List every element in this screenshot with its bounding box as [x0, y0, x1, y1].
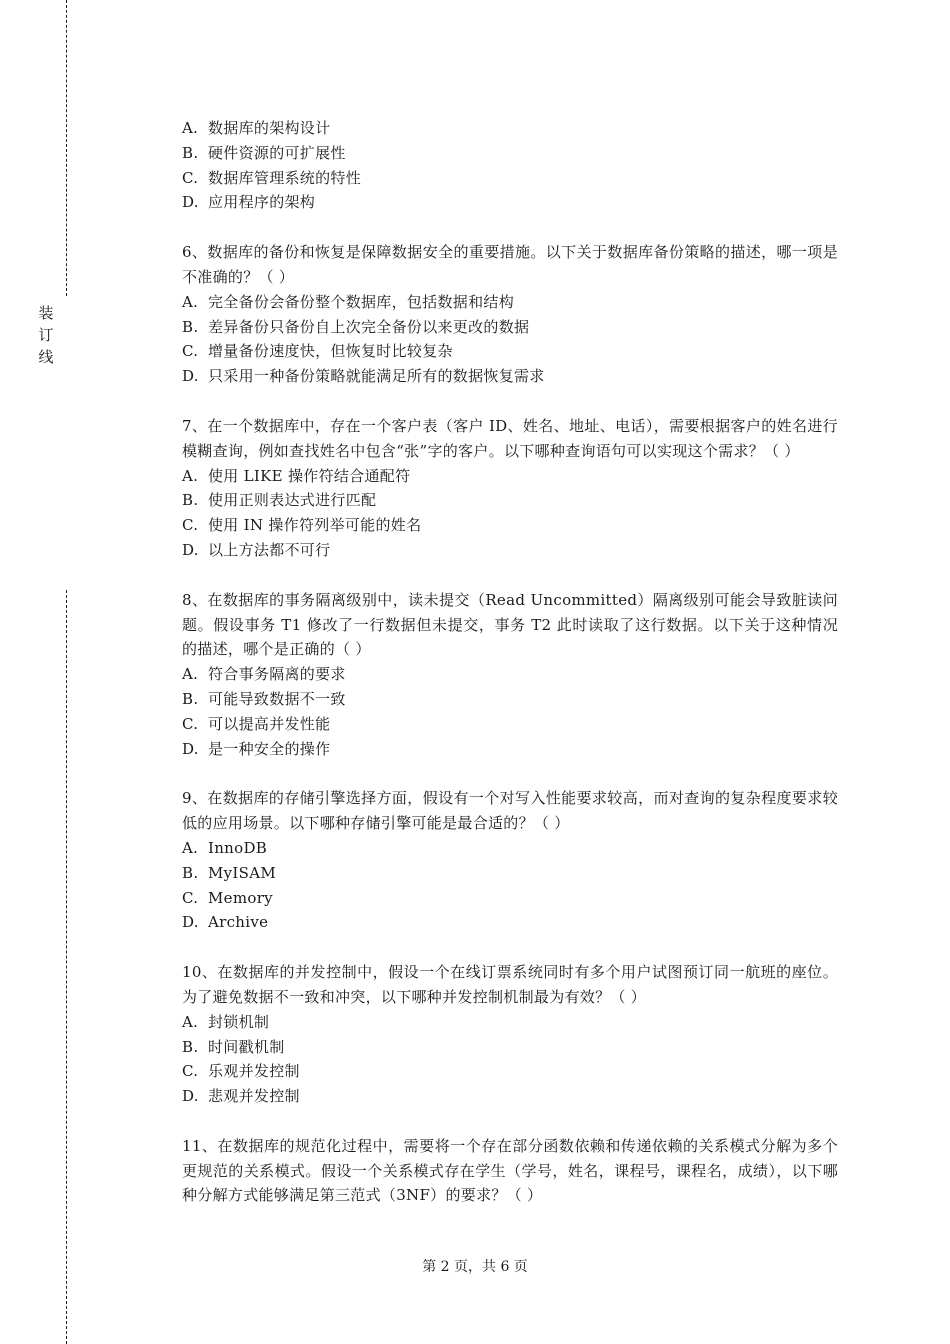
option-c: C. Memory	[182, 888, 273, 907]
option-b: B. 使用正则表达式进行匹配	[182, 491, 377, 510]
option-c: C. 使用 IN 操作符列举可能的姓名	[182, 516, 422, 535]
binding-char: 装	[38, 304, 54, 322]
binding-char: 线	[38, 348, 54, 366]
binding-line-bottom	[66, 590, 67, 1344]
question-text: 7、在一个数据库中，存在一个客户表（客户 ID、姓名、地址、电话），需要根据客户的姓名进行模糊查询，例如查找姓名中包含“张”字的客户。以下哪种查询语句可以实现这个需求？（ ）	[182, 416, 838, 460]
option-d: D. 应用程序的架构	[182, 193, 316, 212]
question-text: 10、在数据库的并发控制中，假设一个在线订票系统同时有多个用户试图预订同一航班的座位。为了避免数据不一致和冲突，以下哪种并发控制机制最为有效？（ ）	[182, 963, 838, 1006]
binding-label	[36, 302, 56, 368]
option-a: A. 完全备份会备份整个数据库，包括数据和结构	[182, 292, 515, 311]
question-text: 8、在数据库的事务隔离级别中，读未提交（Read Uncommitted）隔离级别可能会导致脏读问题。假设事务 T1 修改了一行数据但未提交，事务 T2 此时读取了这行数据。以下关于这种情况的描述，哪个是正确的（ ）	[182, 590, 838, 659]
binding-char: 订	[38, 326, 54, 344]
binding-line-top	[66, 0, 67, 296]
question-text: 6、数据库的备份和恢复是保障数据安全的重要措施。以下关于数据库备份策略的描述，哪一项是不准确的？（ ）	[182, 243, 838, 286]
option-b: B. 可能导致数据不一致	[182, 689, 346, 708]
question-8	[182, 588, 838, 762]
option-a: A. InnoDB	[182, 838, 268, 857]
option-c: C. 乐观并发控制	[182, 1062, 300, 1081]
question-11	[182, 1134, 838, 1208]
option-a: A. 使用 LIKE 操作符结合通配符	[182, 466, 411, 485]
question-5	[182, 116, 838, 215]
option-a: A. 数据库的架构设计	[182, 119, 331, 137]
option-c: C. 增量备份速度快，但恢复时比较复杂	[182, 342, 453, 361]
option-b: B. 硬件资源的可扩展性	[182, 143, 346, 162]
option-d: D. 以上方法都不可行	[182, 540, 331, 559]
option-d: D. 悲观并发控制	[182, 1087, 300, 1106]
page-footer: 第 2 页，共 6 页	[422, 1259, 528, 1275]
option-b: B. 时间戳机制	[182, 1037, 285, 1056]
question-9	[182, 786, 838, 935]
question-text: 11、在数据库的规范化过程中，需要将一个存在部分函数依赖和传递依赖的关系模式分解为多个更规范的关系模式。假设一个关系模式存在学生（学号，姓名，课程号，课程名，成绩），以下哪种分解方式能够满足第三范式（3NF）的要求？（ ）	[182, 1136, 838, 1205]
question-text: 9、在数据库的存储引擎选择方面，假设有一个对写入性能要求较高，而对查询的复杂程度要求较低的应用场景。以下哪种存储引擎可能是最合适的？（ ）	[182, 789, 838, 833]
option-b: B. MyISAM	[182, 863, 277, 882]
option-d: D. Archive	[182, 913, 269, 932]
exam-content	[182, 116, 838, 1233]
option-d: D. 只采用一种备份策略就能满足所有的数据恢复需求	[182, 367, 545, 386]
question-6	[182, 240, 838, 389]
option-a: A. 封锁机制	[182, 1012, 270, 1031]
question-7	[182, 414, 838, 563]
option-a: A. 符合事务隔离的要求	[182, 665, 346, 684]
question-10	[182, 960, 838, 1109]
option-b: B. 差异备份只备份自上次完全备份以来更改的数据	[182, 317, 530, 336]
option-d: D. 是一种安全的操作	[182, 739, 331, 758]
option-c: C. 可以提高并发性能	[182, 714, 331, 733]
option-c: C. 数据库管理系统的特性	[182, 168, 362, 187]
